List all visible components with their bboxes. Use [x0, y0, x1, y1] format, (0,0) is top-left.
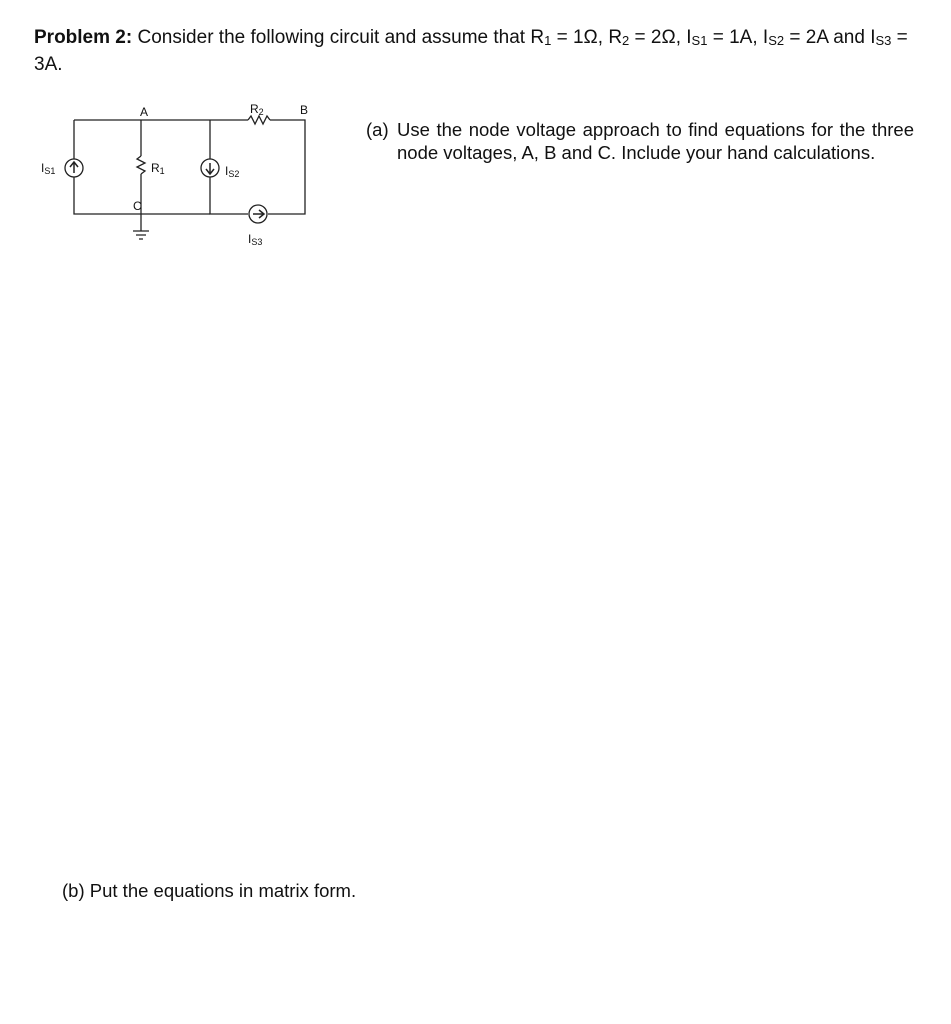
- part-b: [62, 879, 356, 902]
- given-is1: IS1 = 1A,: [686, 27, 763, 48]
- problem-intro: Consider the following circuit and assume that: [137, 27, 531, 48]
- problem-statement: [34, 26, 916, 77]
- r1-label: R1: [151, 161, 165, 176]
- is2-source: [201, 159, 219, 177]
- given-r2: R2 = 2Ω,: [608, 27, 687, 48]
- given-is3: IS3 = 3A.: [34, 27, 908, 75]
- is3-source: [249, 205, 267, 223]
- ground-symbol: [133, 231, 149, 239]
- is2-label: IS2: [225, 164, 240, 179]
- given-is2: IS2 = 2A and: [762, 27, 871, 48]
- node-c-label: C: [133, 199, 142, 213]
- node-b-label: B: [300, 103, 309, 117]
- part-a-text: Use the node voltage approach to find equations for the three node voltages, A, B and C. Include your hand calculations.: [397, 119, 914, 163]
- part-a-label: (a): [366, 119, 389, 140]
- node-a-label: A: [140, 105, 149, 119]
- is1-source: [65, 159, 83, 177]
- is3-label: IS3: [248, 232, 263, 247]
- part-b-text: Put the equations in matrix form.: [89, 880, 357, 901]
- r2-resistor: [248, 116, 270, 124]
- is1-label: IS1: [41, 161, 56, 176]
- circuit-wires: [74, 116, 305, 239]
- given-r1: R1 = 1Ω,: [530, 27, 609, 48]
- r1-resistor: [137, 156, 145, 174]
- problem-label: Problem 2:: [34, 27, 133, 48]
- r2-label: R2: [250, 102, 264, 117]
- circuit-diagram: [30, 96, 330, 256]
- part-a: [366, 118, 914, 164]
- part-b-label: (b): [62, 880, 85, 901]
